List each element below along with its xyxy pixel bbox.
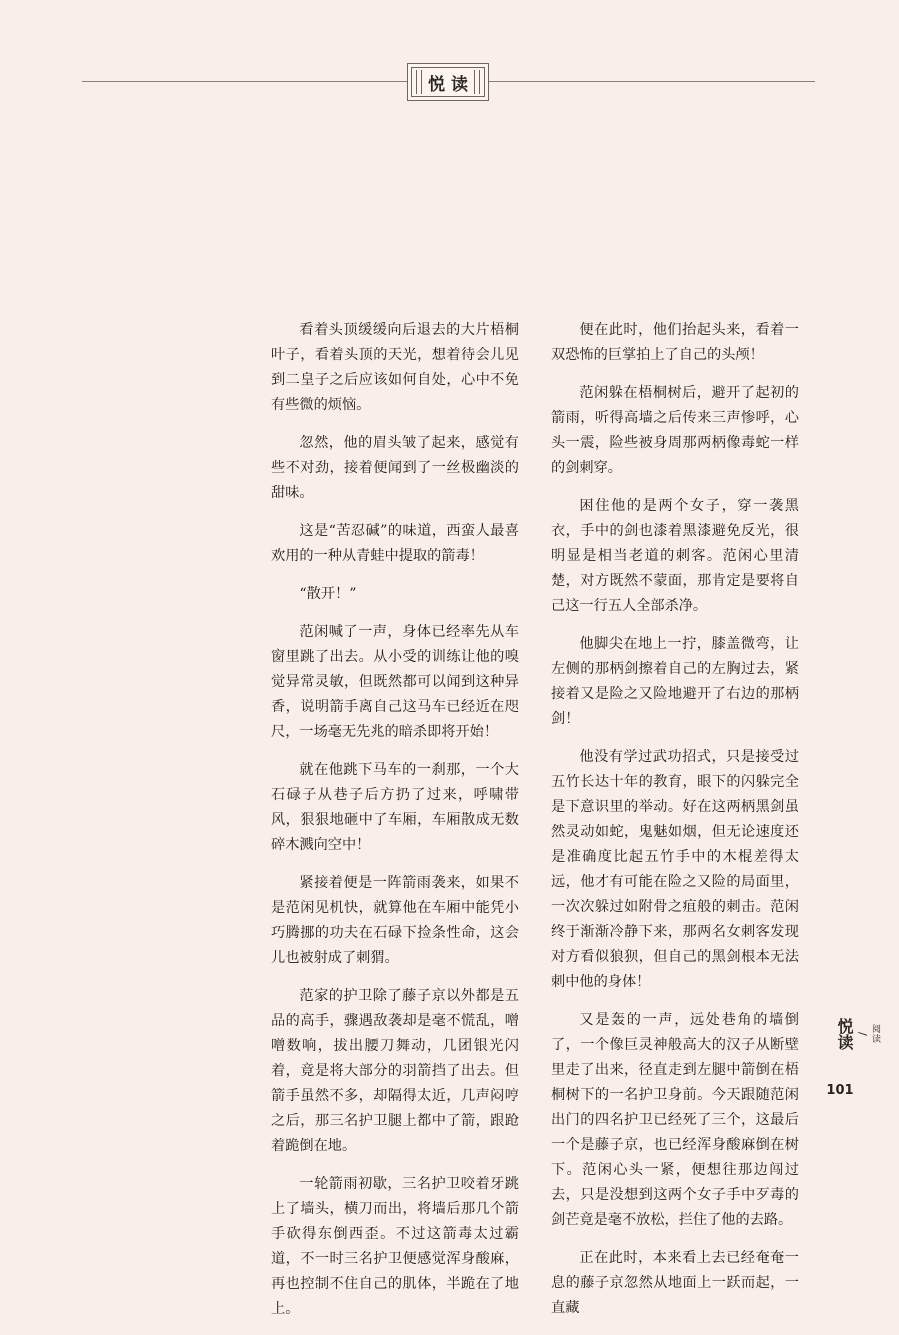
text-column-left — [271, 318, 519, 1335]
paragraph: 范闲喊了一声，身体已经率先从车窗里跳了出去。从小受的训练让他的嗅觉异常灵敏，但既然都可以闻到这种异香，说明箭手离自己这马车已经近在咫尺，一场毫无先兆的暗杀即将开始！ — [271, 624, 519, 740]
paragraph: “散开！” — [299, 586, 357, 602]
text-column-right — [551, 318, 799, 1334]
paragraph: 困住他的是两个女子，穿一袭黑衣，手中的剑也漆着黑漆避免反光，很明显是相当老道的刺客。范闲心里清楚，对方既然不蒙面，那肯定是要将自己这一行五人全部杀净。 — [551, 498, 799, 614]
section-badge — [407, 63, 489, 101]
paragraph: 又是轰的一声，远处巷角的墙倒了，一个像巨灵神般高大的汉子从断壁里走了出来，径直走到左腿中箭倒在梧桐树下的一名护卫身前。今天跟随范闲出门的四名护卫已经死了三个，这最后一个是藤子京，也已经浑身酸麻倒在树下。范闲心头一紧，便想往那边闯过去，只是没想到这两个女子手中歹毒的剑芒竟是毫不放松，拦住了他的去路。 — [551, 1012, 799, 1228]
paragraph: 范闲躲在梧桐树后，避开了起初的箭雨，听得高墙之后传来三声惨呼，心头一震，险些被身周那两柄像毒蛇一样的剑刺穿。 — [551, 385, 799, 476]
paragraph: 看着头顶缓缓向后退去的大片梧桐叶子，看着头顶的天光，想着待会儿见到二皇子之后应该如何自处，心中不免有些微的烦恼。 — [271, 322, 519, 413]
side-label-small: 阅读 — [870, 1024, 880, 1044]
header-rule-left — [82, 81, 407, 82]
side-section-label — [833, 1018, 882, 1050]
paragraph: 一轮箭雨初歇，三名护卫咬着牙跳上了墙头，横刀而出，将墙后那几个箭手砍得东倒西歪。不过这箭毒太过霸道，不一时三名护卫便感觉浑身酸麻，再也控制不住自己的肌体，半跪在了地上。 — [271, 1176, 519, 1317]
paragraph: 他脚尖在地上一拧，膝盖微弯，让左侧的那柄剑擦着自己的左胸过去，紧接着又是险之又险地避开了右边的那柄剑！ — [551, 636, 799, 727]
paragraph: 这是“苦忍碱”的味道，西蛮人最喜欢用的一种从青蛙中提取的箭毒！ — [271, 523, 519, 564]
paragraph: 忽然，他的眉头皱了起来，感觉有些不对劲，接着便闻到了一丝极幽淡的甜味。 — [271, 435, 519, 501]
paragraph: 范家的护卫除了藤子京以外都是五品的高手，骤遇敌袭却是毫不慌乱，噌噌数响，拔出腰刀舞动，几团银光闪着，竟是将大部分的羽箭挡了出去。但箭手虽然不多，却隔得太近，几声闷哼之后，那三名护卫腿上都中了箭，跟跄着跪倒在地。 — [271, 988, 519, 1154]
section-title: 悦读 — [428, 74, 474, 95]
paragraph: 便在此时，他们抬起头来，看着一双恐怖的巨掌拍上了自己的头颅！ — [551, 322, 799, 363]
badge-ornament-right — [474, 70, 480, 94]
page-number: 101 — [826, 1083, 854, 1098]
paragraph: 紧接着便是一阵箭雨袭来，如果不是范闲见机快，就算他在车厢中能凭小巧腾挪的功夫在石碌下捡条性命，这会儿也被射成了刺猬。 — [271, 875, 519, 966]
side-label-slash: / — [856, 1032, 869, 1036]
badge-ornament-left — [416, 70, 422, 94]
header-rule-right — [489, 81, 815, 82]
side-label-big: 悦读 — [835, 1018, 854, 1050]
paragraph: 就在他跳下马车的一刹那，一个大石碌子从巷子后方扔了过来，呼啸带风，狠狠地砸中了车厢，车厢散成无数碎木溅向空中！ — [271, 762, 519, 853]
paragraph: 正在此时，本来看上去已经奄奄一息的藤子京忽然从地面上一跃而起，一直藏 — [551, 1250, 799, 1316]
paragraph: 他没有学过武功招式，只是接受过五竹长达十年的教育，眼下的闪躲完全是下意识里的举动。好在这两柄黑剑虽然灵动如蛇，鬼魅如烟，但无论速度还是准确度比起五竹手中的木棍差得太远，他才有可能在险之又险的局面里，一次次躲过如附骨之疽般的刺击。范闲终于渐渐冷静下来，那两名女刺客发现对方看似狼狈，但自己的黑剑根本无法刺中他的身体！ — [551, 749, 799, 990]
